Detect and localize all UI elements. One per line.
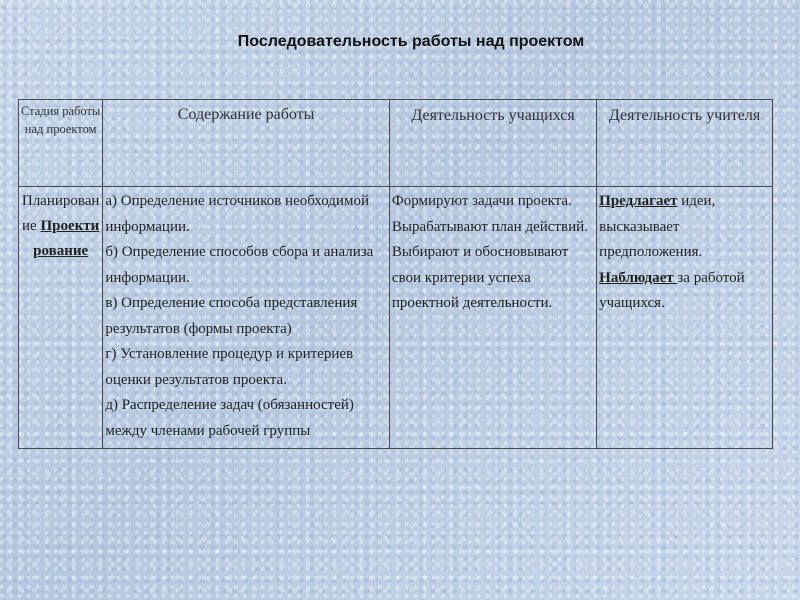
- stage-planning: Планирование: [21, 193, 100, 234]
- header-content: Содержание работы: [103, 100, 390, 187]
- teacher-observes: Наблюдает: [599, 269, 678, 286]
- header-stage: Стадия работы над проектом: [19, 100, 103, 187]
- teacher-proposes: Предлагает: [599, 193, 678, 209]
- content-item-e: д) Распределение задач (обязанностей) между членами рабочей группы: [105, 397, 354, 439]
- table-row: [19, 187, 773, 449]
- content-item-d: г) Установление процедур и критериев оценки результатов проекта.: [105, 346, 354, 388]
- page-title: Последовательность работы над проектом: [237, 33, 585, 50]
- table-header-row: [19, 100, 773, 187]
- students-text: Формируют задачи проекта. Вырабатывают план действий. Выбирают и обосновывают свои критерии успеха проектной деятельности.: [391, 193, 588, 311]
- header-students: Деятельность учащихся: [389, 100, 596, 187]
- content-item-a: а) Определение источников необходимой информации.: [105, 193, 369, 235]
- content-item-c: в) Определение способа представления результатов (формы проекта): [105, 295, 358, 337]
- students-cell: [389, 187, 596, 449]
- content-cell: [103, 187, 390, 449]
- teacher-cell: [597, 187, 773, 449]
- teacher-text-2: за работой учащихся.: [599, 269, 745, 311]
- project-stages-table: [18, 99, 773, 449]
- content-item-b: б) Определение способов сбора и анализа информации.: [105, 244, 374, 286]
- teacher-text-1: идеи, высказывает предположения.: [599, 193, 716, 260]
- stage-cell: [19, 187, 103, 449]
- header-teacher: Деятельность учителя: [597, 100, 773, 187]
- stage-design: Проектирование: [33, 218, 100, 259]
